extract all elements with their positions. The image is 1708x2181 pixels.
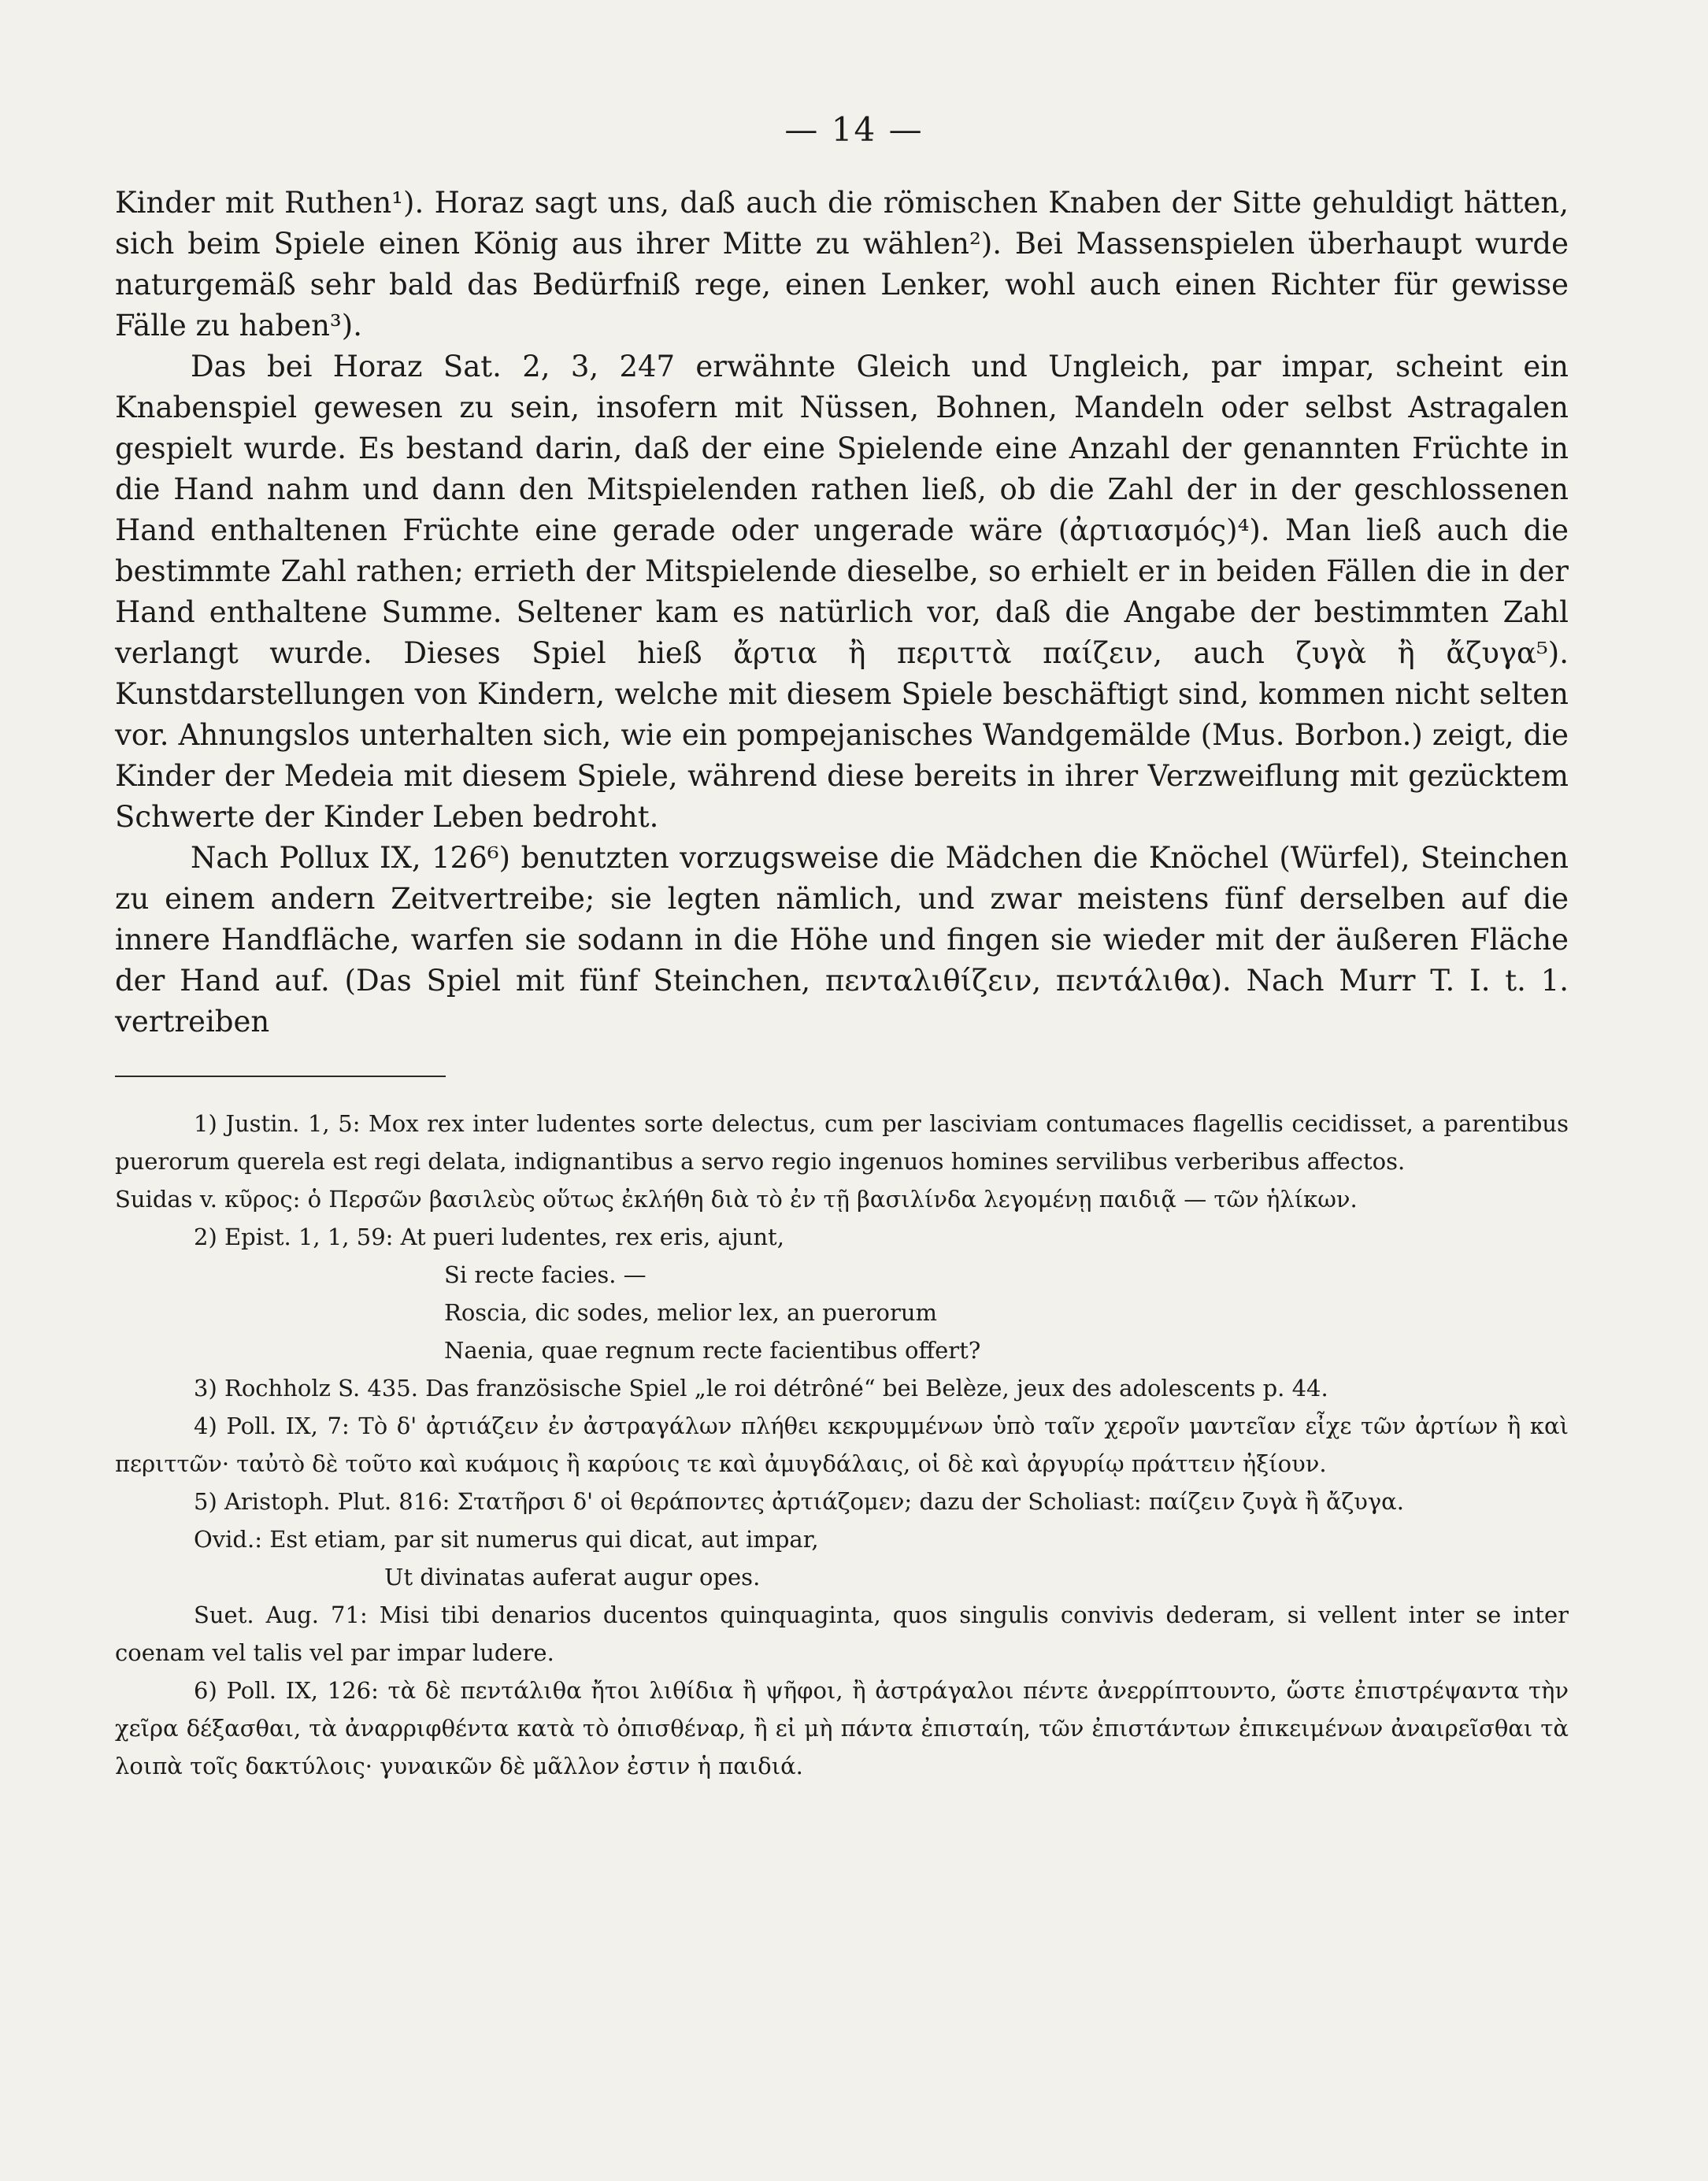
footnotes [115,1105,1569,1785]
page-number: — 14 — [784,110,924,149]
paragraph: Kinder mit Ruthen¹). Horaz sagt uns, daß auch die römischen Knaben der Sitte gehuldigt hätten, sich beim Spiele einen König aus ihrer Mitte zu wählen²). Bei Massenspielen überhaupt wurde naturgemäß sehr bald das Bedürfniß rege, einen Lenker, wohl auch einen Richter für gewisse Fälle zu haben³). [115,186,1569,343]
main-text [115,183,1569,1042]
footnote-verse: Naenia, quae regnum recte facientibus offert? [444,1337,981,1364]
footnote: 3) Rochholz S. 435. Das französische Spiel „le roi détrôné“ bei Belèze, jeux des adolescents p. 44. [194,1375,1328,1402]
footnote: Ovid.: Est etiam, par sit numerus qui dicat, aut impar, [194,1526,819,1553]
footnote: 2) Epist. 1, 1, 59: At pueri ludentes, rex eris, ajunt, [194,1224,784,1250]
footnote: Suidas v. κῦρος: ὁ Περσῶν βασιλεὺς οὕτως ἐκλήθη διὰ τὸ ἐν τῇ βασιλίνδα λεγομένῃ παιδιᾷ — τῶν ἡλίκων. [115,1186,1358,1213]
footnote: 4) Poll. IX, 7: Τὸ δ' ἀρτιάζειν ἐν ἀστραγάλων πλήθει κεκρυμμένων ὑπὸ ταῖν χεροῖν μαντεῖαν εἶχε τῶν ἀρτίων ἢ καὶ περιττῶν· ταὐτὸ δὲ τοῦτο καὶ κυάμοις ἢ καρύοις τε καὶ ἀμυγδάλαις, οἱ δὲ καὶ ἀργυρίῳ πράττειν ἠξίουν. [115,1413,1569,1477]
paragraph: Das bei Horaz Sat. 2, 3, 247 erwähnte Gleich und Ungleich, par impar, scheint ein Knabenspiel gewesen zu sein, insofern mit Nüssen, Bohnen, Mandeln oder selbst Astragalen gespielt wurde. Es bestand darin, daß der eine Spielende eine Anzahl der genannten Früchte in die Hand nahm und dann den Mitspielenden rathen ließ, ob die Zahl der in der geschlossenen Hand enthaltenen Früchte eine gerade oder ungerade wäre (ἀρτιασμός)⁴). Man ließ auch die bestimmte Zahl rathen; errieth der Mitspielende dieselbe, so erhielt er in beiden Fällen die in der Hand enthaltene Summe. Seltener kam es natürlich vor, daß die Angabe der bestimmten Zahl verlangt wurde. Dieses Spiel hieß ἄρτια ἢ περιττὰ παίζειν, auch ζυγὰ ἢ ἄζυγα⁵). Kunstdarstellungen von Kindern, welche mit diesem Spiele beschäftigt sind, kommen nicht selten vor. Ahnungslos unterhalten sich, wie ein pompejanisches Wandgemälde (Mus. Borbon.) zeigt, die Kinder der Medeia mit diesem Spiele, während diese bereits in ihrer Verzweiflung mit gezücktem Schwerte der Kinder Leben bedroht. [115,350,1569,834]
footnote-verse: Roscia, dic sodes, melior lex, an puerorum [444,1299,938,1326]
footnote-divider [115,1076,446,1077]
footnote: 1) Justin. 1, 5: Mox rex inter ludentes sorte delectus, cum per lasciviam contumaces flagellis cecidisset, a parentibus puerorum querela est regi delata, indignantibus a servo regio ingenuos homines servilibus verberibus affectos. [115,1110,1569,1175]
footnote-verse: Si recte facies. — [444,1261,647,1288]
paragraph: Nach Pollux IX, 126⁶) benutzten vorzugsweise die Mädchen die Knöchel (Würfel), Steinchen zu einem andern Zeitvertreibe; sie legten nämlich, und zwar meistens fünf derselben auf die innere Handfläche, warfen sie sodann in die Höhe und fingen sie wieder mit der äußeren Fläche der Hand auf. (Das Spiel mit fünf Steinchen, πενταλιθίζειν, πεντάλιθα). Nach Murr T. I. t. 1. vertreiben [115,841,1569,1039]
footnote: Suet. Aug. 71: Misi tibi denarios ducentos quinquaginta, quos singulis convivis dederam, si vellent inter se inter coenam vel talis vel par impar ludere. [115,1601,1569,1666]
footnote-verse: Ut divinatas auferat augur opes. [384,1564,761,1590]
footnote: 6) Poll. IX, 126: τὰ δὲ πεντάλιθα ἤτοι λιθίδια ἢ ψῆφοι, ἢ ἀστράγαλοι πέντε ἀνερρίπτουντο, ὥστε ἐπιστρέψαντα τὴν χεῖρα δέξασθαι, τὰ ἀναρριφθέντα κατὰ τὸ ὀπισθέναρ, ἢ εἰ μὴ πάντα ἐπισταίη, τῶν ἐπιστάντων ἐπικειμένων ἀναιρεῖσθαι τὰ λοιπὰ τοῖς δακτύλοις· γυναικῶν δὲ μᾶλλον ἐστιν ἡ παιδιά. [115,1677,1569,1779]
footnote: 5) Aristoph. Plut. 816: Στατῆρσι δ' οἱ θεράποντες ἀρτιάζομεν; dazu der Scholiast: παίζειν ζυγὰ ἢ ἄζυγα. [194,1488,1404,1515]
